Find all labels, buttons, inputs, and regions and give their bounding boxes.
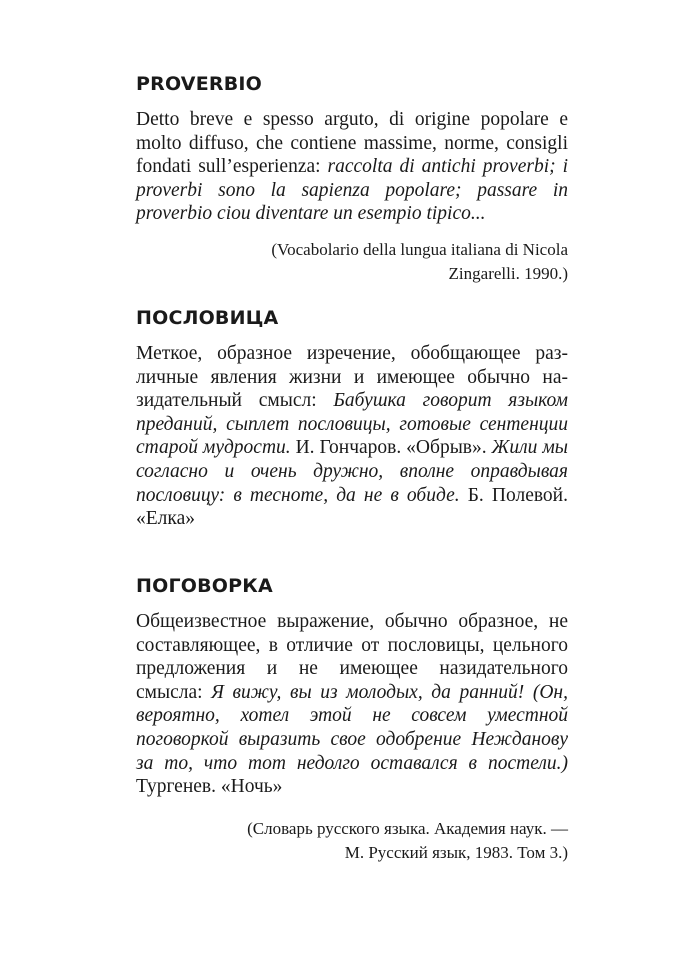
attribution-text: Б. Полевой. «Елка» [136, 484, 568, 530]
entry-heading-proverbio: PROVERBIO [136, 73, 263, 95]
example-text: Бабушка говорит языком преданий, сыплет пословицы, готовые сентенции старой мудрости. [136, 390, 568, 459]
pogovorka-entry [136, 574, 568, 865]
entry-heading-poslovitsa: ПОСЛОВИЦА [136, 307, 279, 329]
definition-text: Detto breve e spesso arguto, di origine popolare e molto diffuso, che contiene massime, norme, consigli fondati sull’esperienza: [136, 109, 568, 178]
entry-definition-proverbio [136, 108, 568, 226]
source-citation-zingarelli [136, 238, 568, 286]
attribution-text: И. Гончаров. «Обрыв». [290, 437, 492, 459]
example-text: Жили мы согласно и очень дружно, вполне оправдывая пословицу: в тесноте, да не в обиде. [136, 437, 568, 506]
citation-line: М. Русский язык, 1983. Том 3.) [344, 842, 568, 862]
poslovitsa-entry [136, 306, 568, 531]
citation-line: Zingarelli. 1990.) [448, 263, 568, 283]
source-citation-academy [136, 817, 568, 865]
citation-line: (Словарь русского языка. Академия наук. — [247, 818, 568, 838]
entry-heading-pogovorka: ПОГОВОРКА [136, 575, 273, 597]
attribution-text: Тургенев. «Ночь» [136, 776, 283, 798]
example-text: Я вижу, вы из молодых, да ранний! (Он, вероятно, хотел этой не совсем уместной поговоркой выразить свое одобрение Нежданову за то, что тот недолго оставался в постели.) [136, 681, 568, 774]
definition-text: Общеизвестное выражение, обычно образное, не составляющее, в отличие от пословицы, цельного предложения и не имеющее назидательного смысла: [136, 611, 568, 703]
definition-text: Меткое, образное изречение, обобщающее различные явления жизни и имеющее обычно назидательный смысл: [136, 343, 568, 412]
entry-definition-poslovitsa [136, 342, 568, 531]
citation-line: (Vocabolario della lungua italiana di Nicola [271, 239, 568, 259]
entry-definition-pogovorka [136, 610, 568, 799]
proverbio-entry [136, 72, 568, 286]
example-text: raccolta di antichi proverbi; i proverbi sono la sapienza popolare; passare in proverbio ciou diventare un esempio tipico... [136, 156, 568, 225]
